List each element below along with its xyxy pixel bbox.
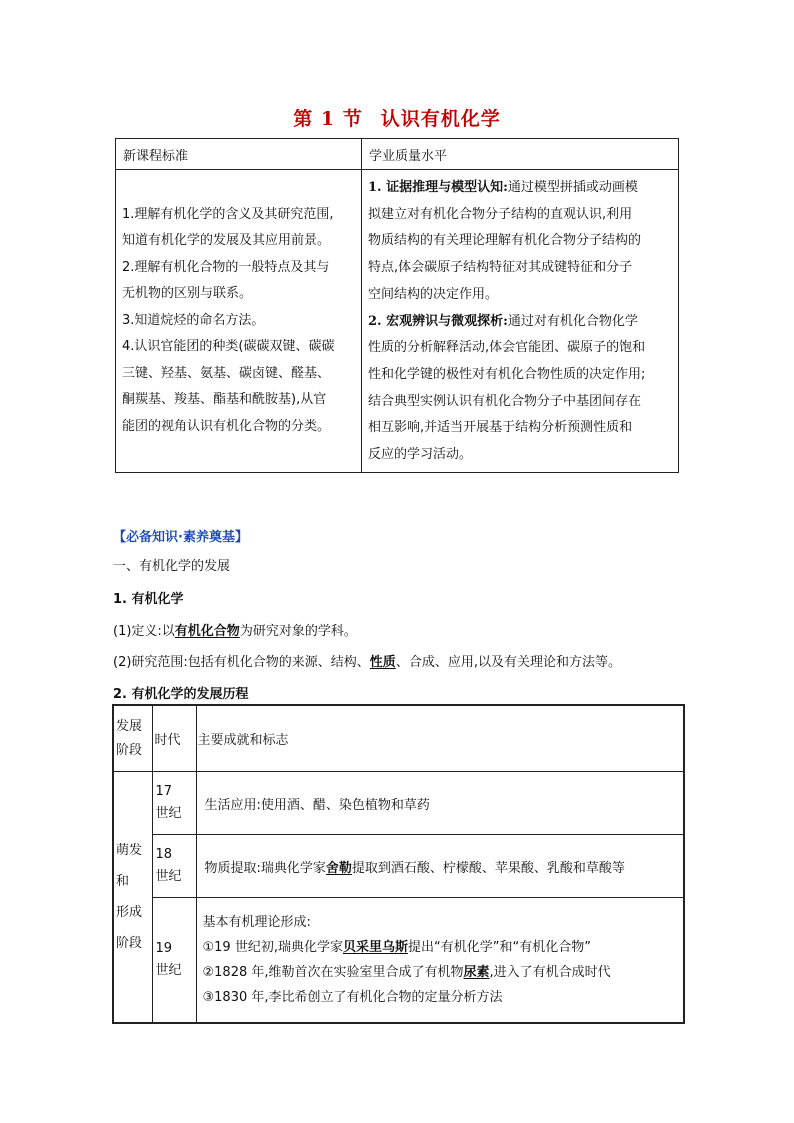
item2-term: 尿素 <box>463 965 490 980</box>
era-line: 19 <box>155 941 173 956</box>
item2-line: 相互影响,并适当开展基于结构分析预测性质和 <box>368 420 633 436</box>
item1-suffix: 提出“有机化学”和“有机化合物” <box>407 940 591 955</box>
item2-line: 通过对有机化合物化学 <box>507 313 638 329</box>
standards-left-line: 3.知道烷烃的命名方法。 <box>122 312 265 328</box>
achievement-19 <box>196 898 684 1024</box>
heading-development: 一、有机化学的发展 <box>113 559 231 574</box>
scope-term: 性质 <box>369 655 396 670</box>
era-cell-18 <box>152 835 196 898</box>
item2-label: 2. 宏观辨识与微观探析: <box>368 313 508 329</box>
achievement-18-term: 舍勒 <box>325 860 352 876</box>
item1-prefix: ①19 世纪初,瑞典化学家 <box>202 940 343 955</box>
achievement-19-item2 <box>203 960 683 985</box>
history-header-era: 时代 <box>152 705 196 772</box>
standards-table <box>115 138 679 473</box>
standards-left-line: 酮羰基、羧基、酯基和酰胺基),从官 <box>122 392 327 408</box>
standards-header-right: 学业质量水平 <box>362 139 679 170</box>
era-line: 17 <box>155 784 173 799</box>
phase-cell <box>113 772 152 1024</box>
scope-line <box>113 651 621 670</box>
item1-line: 特点,体会碳原子结构特征对其成键特征和分子 <box>368 260 633 276</box>
standards-right-cell <box>362 170 679 473</box>
subheading-organic-chemistry: 1. 有机化学 <box>113 592 184 607</box>
item1-line: 通过模型拼插或动画模 <box>507 180 638 195</box>
item1-term: 贝采里乌斯 <box>342 940 408 955</box>
item1-line: 空间结构的决定作用。 <box>368 286 499 302</box>
standards-left-line: 能团的视角认识有机化合物的分类。 <box>122 418 331 434</box>
definition-line <box>113 620 357 639</box>
era-line: 世纪 <box>155 963 182 978</box>
scope-prefix: (2)研究范围:包括有机化合物的来源、结构、 <box>113 655 370 670</box>
section-tag: 【必备知识·素养奠基】 <box>113 530 248 545</box>
era-cell-19 <box>152 898 196 1024</box>
achievement-18 <box>196 835 684 898</box>
achievement-17: 生活应用:使用酒、醋、染色植物和草药 <box>196 772 684 835</box>
title-section: 第 1 节 <box>293 108 363 130</box>
achievement-19-item3: ③1830 年,李比希创立了有机化合物的定量分析方法 <box>202 990 503 1005</box>
item1-line: 物质结构的有关理论理解有机化合物分子结构的 <box>368 233 642 249</box>
phase-line: 形成 <box>116 905 143 920</box>
history-table <box>112 704 685 1024</box>
item2-prefix: ②1828 年,维勒首次在实验室里合成了有机物 <box>202 965 464 980</box>
item2-line: 性质的分析解释活动,体会官能团、碳原子的饱和 <box>368 340 646 356</box>
achievement-19-item1 <box>203 935 683 960</box>
definition-term: 有机化合物 <box>174 624 240 639</box>
era-line: 18 <box>155 847 173 862</box>
era-line: 世纪 <box>155 806 182 821</box>
history-header-phase <box>113 705 152 772</box>
item2-suffix: ,进入了有机合成时代 <box>489 965 611 980</box>
phase-line: 和 <box>116 874 130 889</box>
standards-left-cell <box>116 170 362 473</box>
header-phase-line: 阶段 <box>116 742 143 758</box>
definition-prefix: (1)定义:以 <box>113 624 175 639</box>
standards-left-line: 知道有机化学的发展及其应用前景。 <box>122 233 331 249</box>
item1-line: 拟建立对有机化合物分子结构的直观认识,利用 <box>368 206 633 222</box>
item1-label: 1. 证据推理与模型认知: <box>368 180 508 195</box>
item2-line: 结合典型实例认识有机化合物分子中基团间存在 <box>368 393 642 409</box>
standards-left-line: 无机物的区别与联系。 <box>122 286 253 302</box>
achievement-18-suffix: 提取到酒石酸、柠檬酸、苹果酸、乳酸和草酸等 <box>351 860 625 876</box>
achievement-18-prefix: 物质提取:瑞典化学家 <box>204 860 326 876</box>
era-cell-17 <box>152 772 196 835</box>
standards-header-left: 新课程标准 <box>116 139 362 170</box>
definition-suffix: 为研究对象的学科。 <box>239 624 357 639</box>
item2-line: 反应的学习活动。 <box>368 447 473 463</box>
standards-left-line: 1.理解有机化学的含义及其研究范围, <box>122 206 334 222</box>
standards-left-line: 4.认识官能团的种类(碳碳双键、碳碳 <box>122 339 335 355</box>
item2-line: 性和化学键的极性对有机化合物性质的决定作用; <box>368 366 646 382</box>
phase-line: 萌发 <box>116 843 143 858</box>
standards-left-line: 2.理解有机化合物的一般特点及其与 <box>122 259 330 275</box>
era-line: 世纪 <box>155 869 182 884</box>
phase-line: 阶段 <box>116 936 143 951</box>
standards-left-line: 三键、羟基、氨基、碳卤键、醛基、 <box>122 365 331 381</box>
history-header-achievement: 主要成就和标志 <box>196 705 684 772</box>
achievement-19-intro: 基本有机理论形成: <box>202 915 311 930</box>
header-phase-line: 发展 <box>116 718 143 734</box>
scope-suffix: 、合成、应用,以及有关理论和方法等。 <box>395 655 621 670</box>
page-title <box>0 104 794 131</box>
subheading-history: 2. 有机化学的发展历程 <box>113 687 249 702</box>
title-name: 认识有机化学 <box>380 108 501 130</box>
